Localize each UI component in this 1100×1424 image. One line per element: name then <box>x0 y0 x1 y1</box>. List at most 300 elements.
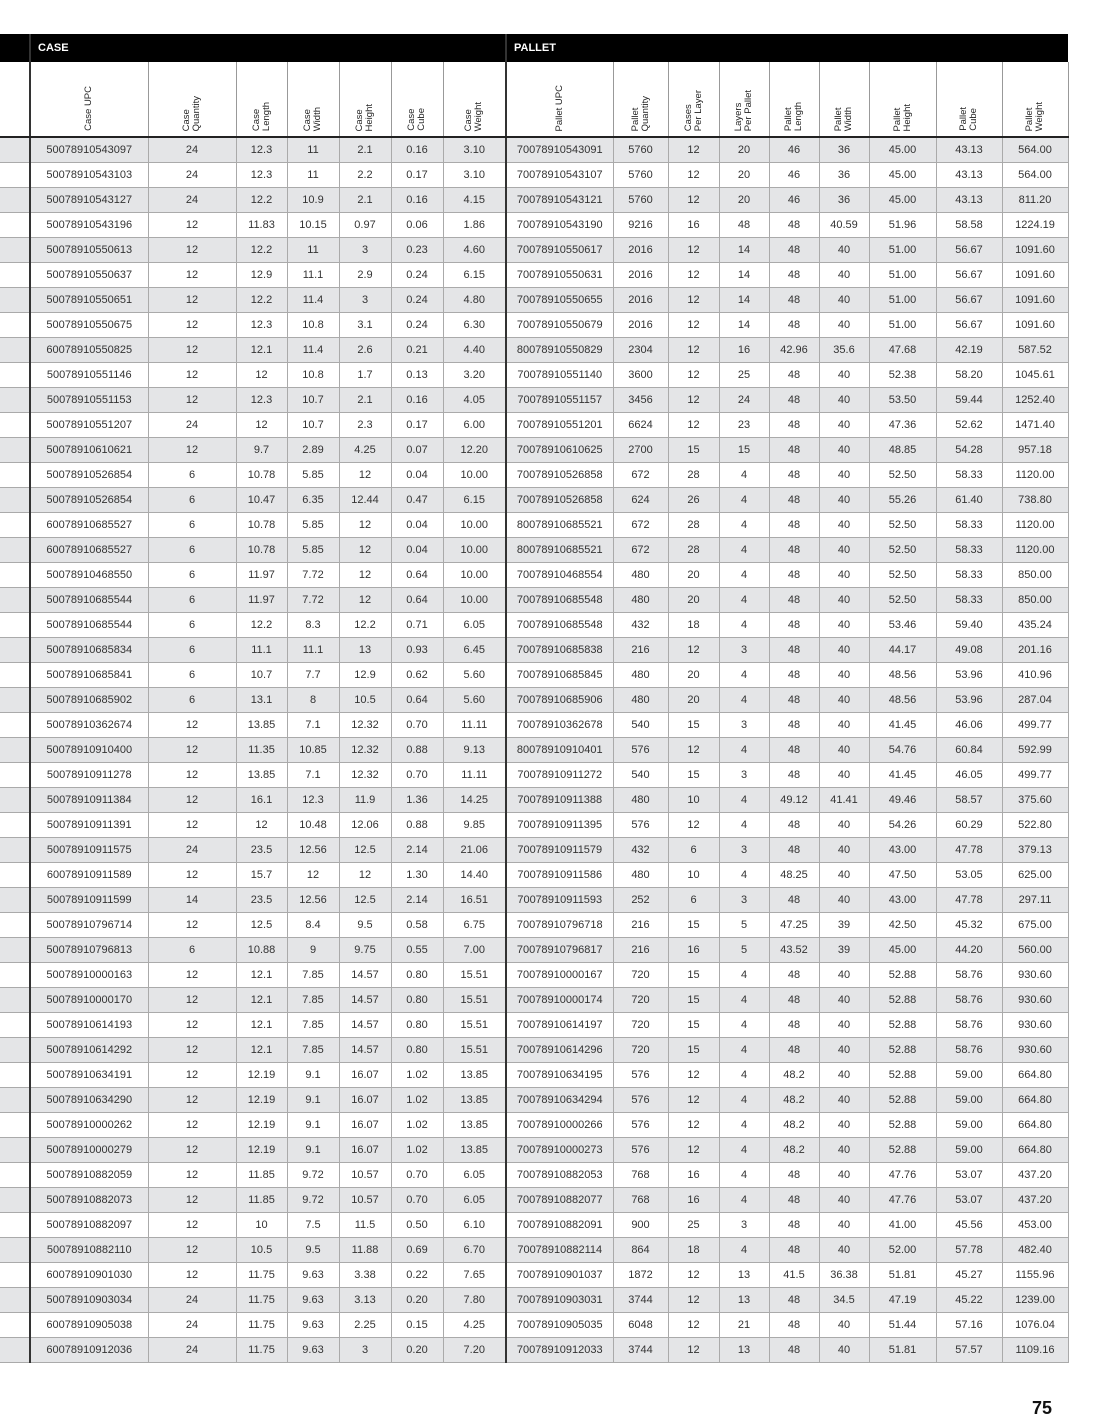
table-cell: 13.85 <box>443 1088 506 1113</box>
table-cell: 24 <box>148 413 236 438</box>
table-cell: 60078910911589 <box>30 863 148 888</box>
table-cell: 12 <box>339 563 391 588</box>
table-cell: 70078910882114 <box>506 1238 613 1263</box>
table-cell: 10.00 <box>443 588 506 613</box>
table-cell: 0.04 <box>391 463 443 488</box>
table-cell: 0.06 <box>391 213 443 238</box>
table-cell: 48 <box>769 1338 819 1363</box>
table-cell: 12 <box>668 738 719 763</box>
table-cell: 51.00 <box>869 238 936 263</box>
table-cell: 24 <box>719 388 769 413</box>
table-cell: 20 <box>668 688 719 713</box>
column-header-label: Case Weight <box>463 101 485 131</box>
table-row <box>0 1013 1068 1038</box>
table-cell: 70078910543107 <box>506 163 613 188</box>
table-cell: 12.1 <box>236 963 287 988</box>
table-cell: 40 <box>819 1338 869 1363</box>
table-cell: 2.2 <box>339 163 391 188</box>
table-cell: 57.57 <box>936 1338 1002 1363</box>
column-header-label: Pallet Quantity <box>629 95 651 131</box>
table-cell: 1872 <box>613 1263 668 1288</box>
table-cell: 0.71 <box>391 613 443 638</box>
table-cell: 80078910685521 <box>506 513 613 538</box>
table-cell: 6.35 <box>287 488 339 513</box>
table-cell: 16 <box>668 1163 719 1188</box>
table-cell: 12 <box>668 1138 719 1163</box>
table-cell: 70078910912033 <box>506 1338 613 1363</box>
table-row <box>0 1213 1068 1238</box>
table-cell: 40 <box>819 988 869 1013</box>
table-cell: 48 <box>769 1313 819 1338</box>
table-cell: 70078910882091 <box>506 1213 613 1238</box>
table-cell: 6.05 <box>443 1163 506 1188</box>
table-cell: 6 <box>668 888 719 913</box>
table-cell: 9 <box>287 938 339 963</box>
table-cell: 58.76 <box>936 988 1002 1013</box>
table-cell: 58.57 <box>936 788 1002 813</box>
table-cell: 0.69 <box>391 1238 443 1263</box>
table-cell: 50078910526854 <box>30 488 148 513</box>
table-cell: 15.7 <box>236 863 287 888</box>
column-header-label: Pallet Length <box>783 101 804 131</box>
table-cell: 70078910685838 <box>506 638 613 663</box>
table-cell: 48 <box>769 513 819 538</box>
table-cell: 12 <box>148 313 236 338</box>
table-cell: 576 <box>613 738 668 763</box>
table-cell: 930.60 <box>1002 963 1068 988</box>
table-cell: 738.80 <box>1002 488 1068 513</box>
table-cell: 54.76 <box>869 738 936 763</box>
table-cell: 48 <box>769 988 819 1013</box>
table-cell: 900 <box>613 1213 668 1238</box>
table-cell: 1120.00 <box>1002 463 1068 488</box>
table-cell: 48 <box>769 538 819 563</box>
left-margin-cell <box>0 988 30 1013</box>
table-cell: 48.56 <box>869 663 936 688</box>
table-cell: 11.83 <box>236 213 287 238</box>
table-cell: 11 <box>287 163 339 188</box>
column-header-label: Pallet UPC <box>553 84 565 131</box>
table-cell: 52.88 <box>869 1013 936 1038</box>
table-cell: 50078910685544 <box>30 588 148 613</box>
table-cell: 12 <box>148 863 236 888</box>
table-cell: 70078910000266 <box>506 1113 613 1138</box>
table-cell: 11.1 <box>236 638 287 663</box>
table-cell: 50078910543196 <box>30 213 148 238</box>
table-cell: 44.20 <box>936 938 1002 963</box>
table-cell: 40 <box>819 888 869 913</box>
table-cell: 40 <box>819 638 869 663</box>
table-cell: 44.17 <box>869 638 936 663</box>
table-cell: 10.5 <box>339 688 391 713</box>
table-cell: 50078910911278 <box>30 763 148 788</box>
table-cell: 14.57 <box>339 988 391 1013</box>
table-cell: 53.07 <box>936 1188 1002 1213</box>
table-cell: 10.00 <box>443 538 506 563</box>
table-cell: 432 <box>613 613 668 638</box>
table-cell: 57.78 <box>936 1238 1002 1263</box>
column-header <box>869 62 936 137</box>
table-cell: 12 <box>668 338 719 363</box>
table-row <box>0 988 1068 1013</box>
table-cell: 12.1 <box>236 1038 287 1063</box>
table-cell: 70078910685548 <box>506 588 613 613</box>
table-cell: 46 <box>769 163 819 188</box>
left-margin-cell <box>0 638 30 663</box>
table-cell: 0.64 <box>391 563 443 588</box>
table-cell: 6.75 <box>443 913 506 938</box>
table-row <box>0 488 1068 513</box>
table-row <box>0 963 1068 988</box>
table-cell: 9.63 <box>287 1313 339 1338</box>
table-cell: 12 <box>148 213 236 238</box>
table-cell: 0.88 <box>391 813 443 838</box>
table-cell: 15 <box>668 1038 719 1063</box>
table-cell: 46 <box>769 188 819 213</box>
table-cell: 2.9 <box>339 263 391 288</box>
table-cell: 48 <box>769 313 819 338</box>
table-cell: 4 <box>719 1163 769 1188</box>
table-cell: 56.67 <box>936 313 1002 338</box>
table-cell: 80078910550829 <box>506 338 613 363</box>
table-cell: 12.3 <box>236 163 287 188</box>
table-cell: 12 <box>339 588 391 613</box>
table-cell: 10.57 <box>339 1163 391 1188</box>
table-cell: 4.40 <box>443 338 506 363</box>
table-cell: 23.5 <box>236 888 287 913</box>
left-margin-cell <box>0 1088 30 1113</box>
column-header <box>769 62 819 137</box>
table-cell: 23.5 <box>236 838 287 863</box>
table-row <box>0 263 1068 288</box>
table-cell: 13 <box>719 1338 769 1363</box>
table-cell: 12 <box>668 363 719 388</box>
table-cell: 12 <box>668 638 719 663</box>
table-cell: 48 <box>769 363 819 388</box>
table-cell: 12 <box>668 188 719 213</box>
table-cell: 58.33 <box>936 588 1002 613</box>
table-row <box>0 363 1068 388</box>
table-cell: 70078910550679 <box>506 313 613 338</box>
table-cell: 70078910550617 <box>506 238 613 263</box>
table-cell: 70078910468554 <box>506 563 613 588</box>
table-cell: 12 <box>148 1013 236 1038</box>
table-cell: 12.3 <box>287 788 339 813</box>
table-cell: 40 <box>819 688 869 713</box>
table-cell: 15.51 <box>443 1038 506 1063</box>
table-cell: 3.10 <box>443 163 506 188</box>
table-cell: 4 <box>719 863 769 888</box>
table-cell: 4 <box>719 613 769 638</box>
table-cell: 10.8 <box>287 313 339 338</box>
case-pallet-table <box>0 34 1069 1363</box>
table-cell: 12 <box>668 388 719 413</box>
table-cell: 50078910614292 <box>30 1038 148 1063</box>
table-cell: 12 <box>148 1238 236 1263</box>
table-cell: 41.5 <box>769 1263 819 1288</box>
table-cell: 12.32 <box>339 738 391 763</box>
table-cell: 51.00 <box>869 313 936 338</box>
table-cell: 7.85 <box>287 988 339 1013</box>
table-cell: 47.76 <box>869 1163 936 1188</box>
table-cell: 48 <box>719 213 769 238</box>
table-cell: 12 <box>148 713 236 738</box>
table-cell: 5760 <box>613 137 668 163</box>
table-cell: 45.22 <box>936 1288 1002 1313</box>
table-cell: 45.00 <box>869 137 936 163</box>
table-cell: 70078910550655 <box>506 288 613 313</box>
table-cell: 70078910911395 <box>506 813 613 838</box>
table-cell: 41.00 <box>869 1213 936 1238</box>
table-cell: 10.00 <box>443 563 506 588</box>
table-cell: 48 <box>769 1163 819 1188</box>
table-cell: 45.32 <box>936 913 1002 938</box>
table-cell: 480 <box>613 588 668 613</box>
table-cell: 2.25 <box>339 1313 391 1338</box>
table-cell: 10.48 <box>287 813 339 838</box>
table-cell: 12 <box>148 988 236 1013</box>
table-cell: 4 <box>719 963 769 988</box>
table-cell: 252 <box>613 888 668 913</box>
table-cell: 50078910551146 <box>30 363 148 388</box>
table-cell: 48 <box>769 1013 819 1038</box>
table-cell: 50078910685902 <box>30 688 148 713</box>
table-cell: 664.80 <box>1002 1113 1068 1138</box>
table-cell: 12 <box>148 363 236 388</box>
table-cell: 540 <box>613 763 668 788</box>
table-cell: 480 <box>613 863 668 888</box>
table-row <box>0 1163 1068 1188</box>
left-margin-cell <box>0 838 30 863</box>
table-cell: 52.50 <box>869 463 936 488</box>
table-row <box>0 613 1068 638</box>
table-cell: 1045.61 <box>1002 363 1068 388</box>
column-header <box>506 62 613 137</box>
table-cell: 25 <box>668 1213 719 1238</box>
table-cell: 6.10 <box>443 1213 506 1238</box>
left-margin-header <box>0 62 30 137</box>
table-cell: 576 <box>613 1088 668 1113</box>
table-cell: 1091.60 <box>1002 238 1068 263</box>
table-cell: 39 <box>819 938 869 963</box>
table-cell: 24 <box>148 137 236 163</box>
table-cell: 12 <box>148 1063 236 1088</box>
table-cell: 11.4 <box>287 288 339 313</box>
table-cell: 12 <box>668 163 719 188</box>
table-cell: 10.88 <box>236 938 287 963</box>
table-cell: 70078910634195 <box>506 1063 613 1088</box>
table-cell: 49.12 <box>769 788 819 813</box>
table-cell: 11.88 <box>339 1238 391 1263</box>
table-cell: 6 <box>148 588 236 613</box>
table-cell: 12 <box>236 413 287 438</box>
table-cell: 52.88 <box>869 1088 936 1113</box>
left-margin-cell <box>0 738 30 763</box>
table-cell: 40 <box>819 1238 869 1263</box>
table-cell: 576 <box>613 1138 668 1163</box>
table-cell: 0.22 <box>391 1263 443 1288</box>
pallet-section-header: PALLET <box>506 34 1068 62</box>
table-cell: 52.88 <box>869 1113 936 1138</box>
table-cell: 15 <box>668 963 719 988</box>
table-row <box>0 738 1068 763</box>
table-cell: 70078910362678 <box>506 713 613 738</box>
table-cell: 12 <box>668 1063 719 1088</box>
table-cell: 40 <box>819 963 869 988</box>
table-cell: 59.00 <box>936 1113 1002 1138</box>
table-cell: 672 <box>613 463 668 488</box>
table-cell: 6 <box>148 688 236 713</box>
table-cell: 48.2 <box>769 1063 819 1088</box>
table-cell: 0.70 <box>391 1163 443 1188</box>
table-cell: 47.50 <box>869 863 936 888</box>
table-cell: 48 <box>769 588 819 613</box>
table-cell: 48.2 <box>769 1113 819 1138</box>
table-cell: 625.00 <box>1002 863 1068 888</box>
table-row <box>0 313 1068 338</box>
table-cell: 50078910000279 <box>30 1138 148 1163</box>
table-cell: 12 <box>148 263 236 288</box>
table-cell: 50078910882097 <box>30 1213 148 1238</box>
table-cell: 11.75 <box>236 1313 287 1338</box>
table-cell: 11.75 <box>236 1263 287 1288</box>
table-cell: 40 <box>819 463 869 488</box>
table-cell: 55.26 <box>869 488 936 513</box>
table-cell: 52.50 <box>869 563 936 588</box>
table-cell: 1.02 <box>391 1138 443 1163</box>
left-margin-cell <box>0 313 30 338</box>
table-cell: 40 <box>819 263 869 288</box>
table-cell: 12.5 <box>339 838 391 863</box>
table-cell: 12 <box>668 1113 719 1138</box>
table-cell: 0.80 <box>391 963 443 988</box>
table-cell: 60078910685527 <box>30 538 148 563</box>
table-cell: 6624 <box>613 413 668 438</box>
table-row <box>0 638 1068 663</box>
table-cell: 12 <box>148 738 236 763</box>
table-cell: 40 <box>819 363 869 388</box>
table-cell: 16 <box>668 938 719 963</box>
column-header <box>148 62 236 137</box>
table-cell: 14 <box>719 313 769 338</box>
table-cell: 40 <box>819 413 869 438</box>
table-cell: 1091.60 <box>1002 288 1068 313</box>
table-cell: 0.47 <box>391 488 443 513</box>
table-row <box>0 863 1068 888</box>
left-margin-cell <box>0 1263 30 1288</box>
table-cell: 11.9 <box>339 788 391 813</box>
table-cell: 12.2 <box>236 188 287 213</box>
table-cell: 48 <box>769 438 819 463</box>
column-header <box>30 62 148 137</box>
table-cell: 59.00 <box>936 1088 1002 1113</box>
table-cell: 1.02 <box>391 1113 443 1138</box>
table-cell: 12 <box>148 963 236 988</box>
table-cell: 4.05 <box>443 388 506 413</box>
left-margin-cell <box>0 963 30 988</box>
table-cell: 70078910551140 <box>506 363 613 388</box>
table-cell: 40 <box>819 763 869 788</box>
table-cell: 3744 <box>613 1288 668 1313</box>
table-cell: 3600 <box>613 363 668 388</box>
table-cell: 0.97 <box>339 213 391 238</box>
table-cell: 54.28 <box>936 438 1002 463</box>
table-cell: 48 <box>769 663 819 688</box>
table-cell: 45.56 <box>936 1213 1002 1238</box>
table-cell: 12 <box>668 1313 719 1338</box>
table-cell: 11.75 <box>236 1288 287 1313</box>
column-header-label: Pallet Weight <box>1024 101 1045 131</box>
table-cell: 40 <box>819 1213 869 1238</box>
table-cell: 10 <box>668 788 719 813</box>
table-cell: 6.15 <box>443 263 506 288</box>
table-cell: 7.80 <box>443 1288 506 1313</box>
table-row <box>0 538 1068 563</box>
table-cell: 52.00 <box>869 1238 936 1263</box>
table-cell: 70078910610625 <box>506 438 613 463</box>
table-cell: 15.51 <box>443 1013 506 1038</box>
left-margin-cell <box>0 1238 30 1263</box>
table-cell: 1120.00 <box>1002 538 1068 563</box>
table-cell: 12.9 <box>236 263 287 288</box>
table-cell: 216 <box>613 638 668 663</box>
table-row <box>0 463 1068 488</box>
table-cell: 7.5 <box>287 1213 339 1238</box>
table-cell: 4 <box>719 513 769 538</box>
table-cell: 12.2 <box>236 613 287 638</box>
table-cell: 12 <box>287 863 339 888</box>
table-cell: 6.30 <box>443 313 506 338</box>
table-row <box>0 813 1068 838</box>
table-cell: 70078910543190 <box>506 213 613 238</box>
table-cell: 410.96 <box>1002 663 1068 688</box>
table-cell: 2304 <box>613 338 668 363</box>
table-cell: 12 <box>148 1263 236 1288</box>
table-cell: 50078910362674 <box>30 713 148 738</box>
table-cell: 16.07 <box>339 1113 391 1138</box>
table-cell: 15 <box>668 763 719 788</box>
table-cell: 9.75 <box>339 938 391 963</box>
column-header <box>1002 62 1068 137</box>
table-cell: 24 <box>148 1288 236 1313</box>
table-cell: 50078910543103 <box>30 163 148 188</box>
table-cell: 51.00 <box>869 288 936 313</box>
table-cell: 4 <box>719 1138 769 1163</box>
table-cell: 2700 <box>613 438 668 463</box>
table-cell: 50078910614193 <box>30 1013 148 1038</box>
table-cell: 12 <box>339 513 391 538</box>
table-cell: 12 <box>148 913 236 938</box>
table-cell: 40 <box>819 488 869 513</box>
table-cell: 40 <box>819 1013 869 1038</box>
table-cell: 40 <box>819 563 869 588</box>
table-cell: 957.18 <box>1002 438 1068 463</box>
table-cell: 12 <box>148 238 236 263</box>
table-cell: 50078910550675 <box>30 313 148 338</box>
left-margin-cell <box>0 1113 30 1138</box>
table-cell: 59.40 <box>936 613 1002 638</box>
table-cell: 70078910911272 <box>506 763 613 788</box>
table-cell: 2.1 <box>339 137 391 163</box>
table-cell: 53.46 <box>869 613 936 638</box>
table-cell: 12 <box>148 438 236 463</box>
left-margin-cell <box>0 1163 30 1188</box>
table-cell: 0.62 <box>391 663 443 688</box>
left-margin-bar <box>0 34 30 62</box>
spec-sheet <box>0 34 1069 1363</box>
table-row <box>0 938 1068 963</box>
table-cell: 50078910000170 <box>30 988 148 1013</box>
